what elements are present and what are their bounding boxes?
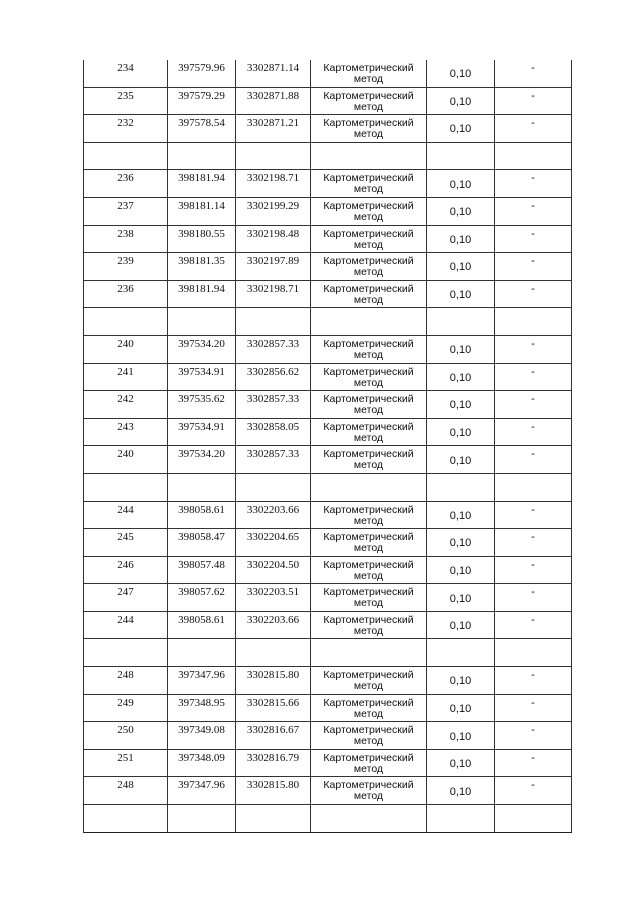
accuracy-cell: 0,10 xyxy=(427,391,495,419)
method-cell xyxy=(311,749,427,777)
table-separator-row xyxy=(84,142,572,170)
point-number-cell: 242 xyxy=(84,391,168,419)
method-line-1: Картометрический xyxy=(323,448,414,461)
method-line-2: метод xyxy=(353,183,384,196)
empty-cell xyxy=(236,473,311,501)
x-coordinate-cell: 397534.20 xyxy=(168,446,236,474)
x-coordinate-cell: 397534.91 xyxy=(168,418,236,446)
point-number-cell: 241 xyxy=(84,363,168,391)
point-number-cell: 238 xyxy=(84,225,168,253)
empty-cell xyxy=(236,639,311,667)
y-coordinate-cell: 3302203.66 xyxy=(236,611,311,639)
method-line-1: Картометрический xyxy=(323,613,414,626)
empty-cell xyxy=(84,639,168,667)
method-line-2: метод xyxy=(353,376,384,389)
accuracy-cell: 0,10 xyxy=(427,197,495,225)
method-line-2: метод xyxy=(353,707,384,720)
method-cell xyxy=(311,115,427,143)
method-line-1: Картометрический xyxy=(323,393,414,406)
method-line-1: Картометрический xyxy=(323,503,414,516)
description-cell: - xyxy=(495,115,572,143)
method-line-2: метод xyxy=(353,73,384,85)
method-line-1: Картометрический xyxy=(323,779,414,792)
accuracy-cell: 0,10 xyxy=(427,749,495,777)
method-line-2: метод xyxy=(353,348,384,361)
description-cell: - xyxy=(495,667,572,695)
method-cell xyxy=(311,501,427,529)
point-number-cell: 237 xyxy=(84,197,168,225)
point-number-cell: 240 xyxy=(84,335,168,363)
x-coordinate-cell: 397348.95 xyxy=(168,694,236,722)
x-coordinate-cell: 397579.29 xyxy=(168,87,236,115)
x-coordinate-cell: 397535.62 xyxy=(168,391,236,419)
method-line-1: Картометрический xyxy=(323,558,414,571)
accuracy-cell: 0,10 xyxy=(427,584,495,612)
method-cell xyxy=(311,584,427,612)
accuracy-cell: 0,10 xyxy=(427,694,495,722)
method-line-2: метод xyxy=(353,542,384,555)
empty-cell xyxy=(311,639,427,667)
empty-cell xyxy=(84,142,168,170)
method-line-2: метод xyxy=(353,680,384,693)
table-row xyxy=(84,225,572,253)
accuracy-cell: 0,10 xyxy=(427,60,495,87)
x-coordinate-cell: 397534.20 xyxy=(168,335,236,363)
method-cell xyxy=(311,446,427,474)
method-line-2: метод xyxy=(353,210,384,223)
x-coordinate-cell: 398057.48 xyxy=(168,556,236,584)
method-line-1: Картометрический xyxy=(323,531,414,544)
method-cell xyxy=(311,777,427,805)
method-cell xyxy=(311,335,427,363)
description-cell: - xyxy=(495,87,572,115)
x-coordinate-cell: 397348.09 xyxy=(168,749,236,777)
table-separator-row xyxy=(84,805,572,833)
method-cell xyxy=(311,170,427,198)
y-coordinate-cell: 3302857.33 xyxy=(236,335,311,363)
accuracy-cell: 0,10 xyxy=(427,556,495,584)
table-row xyxy=(84,253,572,281)
empty-cell xyxy=(236,142,311,170)
accuracy-cell: 0,10 xyxy=(427,529,495,557)
method-line-2: метод xyxy=(353,790,384,803)
method-line-2: метод xyxy=(353,266,384,279)
point-number-cell: 245 xyxy=(84,529,168,557)
method-line-1: Картометрический xyxy=(323,751,414,764)
x-coordinate-cell: 397578.54 xyxy=(168,115,236,143)
empty-cell xyxy=(168,639,236,667)
description-cell: - xyxy=(495,777,572,805)
point-number-cell: 236 xyxy=(84,280,168,308)
table-row xyxy=(84,722,572,750)
method-line-1: Картометрический xyxy=(323,62,414,74)
y-coordinate-cell: 3302816.67 xyxy=(236,722,311,750)
empty-cell xyxy=(311,142,427,170)
method-line-1: Картометрический xyxy=(323,586,414,599)
x-coordinate-cell: 397347.96 xyxy=(168,667,236,695)
description-cell: - xyxy=(495,584,572,612)
x-coordinate-cell: 398058.61 xyxy=(168,501,236,529)
table-row xyxy=(84,391,572,419)
accuracy-cell: 0,10 xyxy=(427,225,495,253)
table-row xyxy=(84,363,572,391)
method-cell xyxy=(311,225,427,253)
table-row xyxy=(84,446,572,474)
description-cell: - xyxy=(495,335,572,363)
accuracy-cell: 0,10 xyxy=(427,446,495,474)
method-cell xyxy=(311,391,427,419)
table-row xyxy=(84,87,572,115)
description-cell: - xyxy=(495,694,572,722)
y-coordinate-cell: 3302197.89 xyxy=(236,253,311,281)
x-coordinate-cell: 397347.96 xyxy=(168,777,236,805)
table-row xyxy=(84,60,572,87)
method-line-2: метод xyxy=(353,735,384,748)
description-cell: - xyxy=(495,225,572,253)
point-number-cell: 244 xyxy=(84,501,168,529)
description-cell: - xyxy=(495,418,572,446)
table-separator-row xyxy=(84,639,572,667)
table-row xyxy=(84,667,572,695)
empty-cell xyxy=(311,308,427,336)
method-line-2: метод xyxy=(353,404,384,417)
table-row xyxy=(84,170,572,198)
x-coordinate-cell: 397534.91 xyxy=(168,363,236,391)
empty-cell xyxy=(311,473,427,501)
empty-cell xyxy=(168,142,236,170)
x-coordinate-cell: 398181.14 xyxy=(168,197,236,225)
description-cell: - xyxy=(495,170,572,198)
method-line-1: Картометрический xyxy=(323,227,414,240)
table-row xyxy=(84,611,572,639)
method-line-1: Картометрический xyxy=(323,365,414,378)
method-line-1: Картометрический xyxy=(323,669,414,682)
point-number-cell: 247 xyxy=(84,584,168,612)
accuracy-cell: 0,10 xyxy=(427,363,495,391)
table-separator-row xyxy=(84,473,572,501)
method-line-2: метод xyxy=(353,100,384,113)
empty-cell xyxy=(495,308,572,336)
point-number-cell: 240 xyxy=(84,446,168,474)
y-coordinate-cell: 3302198.71 xyxy=(236,170,311,198)
empty-cell xyxy=(84,308,168,336)
method-line-1: Картометрический xyxy=(323,420,414,433)
empty-cell xyxy=(236,308,311,336)
description-cell: - xyxy=(495,280,572,308)
empty-cell xyxy=(311,805,427,833)
description-cell: - xyxy=(495,446,572,474)
method-line-2: метод xyxy=(353,569,384,582)
accuracy-cell: 0,10 xyxy=(427,253,495,281)
table-row xyxy=(84,694,572,722)
empty-cell xyxy=(427,142,495,170)
method-line-1: Картометрический xyxy=(323,172,414,185)
method-line-1: Картометрический xyxy=(323,696,414,709)
empty-cell xyxy=(168,805,236,833)
y-coordinate-cell: 3302856.62 xyxy=(236,363,311,391)
y-coordinate-cell: 3302198.71 xyxy=(236,280,311,308)
method-cell xyxy=(311,667,427,695)
method-cell xyxy=(311,556,427,584)
method-line-1: Картометрический xyxy=(323,337,414,350)
y-coordinate-cell: 3302815.80 xyxy=(236,777,311,805)
accuracy-cell: 0,10 xyxy=(427,115,495,143)
method-cell xyxy=(311,363,427,391)
empty-cell xyxy=(427,308,495,336)
point-number-cell: 244 xyxy=(84,611,168,639)
table-row xyxy=(84,749,572,777)
empty-cell xyxy=(168,308,236,336)
method-line-1: Картометрический xyxy=(323,255,414,268)
y-coordinate-cell: 3302815.66 xyxy=(236,694,311,722)
accuracy-cell: 0,10 xyxy=(427,777,495,805)
method-line-2: метод xyxy=(353,762,384,775)
accuracy-cell: 0,10 xyxy=(427,87,495,115)
point-number-cell: 239 xyxy=(84,253,168,281)
accuracy-cell: 0,10 xyxy=(427,501,495,529)
empty-cell xyxy=(427,639,495,667)
x-coordinate-cell: 397349.08 xyxy=(168,722,236,750)
empty-cell xyxy=(236,805,311,833)
method-cell xyxy=(311,722,427,750)
method-line-2: метод xyxy=(353,459,384,472)
method-line-2: метод xyxy=(353,597,384,610)
accuracy-cell: 0,10 xyxy=(427,722,495,750)
point-number-cell: 248 xyxy=(84,667,168,695)
method-line-1: Картометрический xyxy=(323,199,414,212)
x-coordinate-cell: 398180.55 xyxy=(168,225,236,253)
y-coordinate-cell: 3302857.33 xyxy=(236,446,311,474)
accuracy-cell: 0,10 xyxy=(427,280,495,308)
method-line-1: Картометрический xyxy=(323,117,414,130)
point-number-cell: 246 xyxy=(84,556,168,584)
point-number-cell: 250 xyxy=(84,722,168,750)
description-cell: - xyxy=(495,60,572,87)
coordinates-table-body xyxy=(84,60,572,832)
table-row xyxy=(84,418,572,446)
empty-cell xyxy=(495,142,572,170)
table-separator-row xyxy=(84,308,572,336)
method-line-2: метод xyxy=(353,624,384,637)
method-cell xyxy=(311,529,427,557)
method-line-2: метод xyxy=(353,514,384,527)
description-cell: - xyxy=(495,501,572,529)
method-cell xyxy=(311,694,427,722)
empty-cell xyxy=(168,473,236,501)
y-coordinate-cell: 3302203.51 xyxy=(236,584,311,612)
method-cell xyxy=(311,60,427,87)
method-cell xyxy=(311,253,427,281)
x-coordinate-cell: 398058.61 xyxy=(168,611,236,639)
description-cell: - xyxy=(495,363,572,391)
description-cell: - xyxy=(495,556,572,584)
point-number-cell: 234 xyxy=(84,60,168,87)
x-coordinate-cell: 398058.47 xyxy=(168,529,236,557)
y-coordinate-cell: 3302815.80 xyxy=(236,667,311,695)
point-number-cell: 235 xyxy=(84,87,168,115)
table-row xyxy=(84,529,572,557)
x-coordinate-cell: 398057.62 xyxy=(168,584,236,612)
y-coordinate-cell: 3302871.14 xyxy=(236,60,311,87)
y-coordinate-cell: 3302203.66 xyxy=(236,501,311,529)
method-line-1: Картометрический xyxy=(323,724,414,737)
table-row xyxy=(84,556,572,584)
description-cell: - xyxy=(495,253,572,281)
table-row xyxy=(84,115,572,143)
description-cell: - xyxy=(495,529,572,557)
y-coordinate-cell: 3302204.50 xyxy=(236,556,311,584)
point-number-cell: 236 xyxy=(84,170,168,198)
y-coordinate-cell: 3302199.29 xyxy=(236,197,311,225)
method-line-2: метод xyxy=(353,293,384,306)
point-number-cell: 248 xyxy=(84,777,168,805)
method-line-2: метод xyxy=(353,238,384,251)
x-coordinate-cell: 397579.96 xyxy=(168,60,236,87)
method-cell xyxy=(311,611,427,639)
method-line-1: Картометрический xyxy=(323,282,414,295)
table-row xyxy=(84,197,572,225)
point-number-cell: 251 xyxy=(84,749,168,777)
method-cell xyxy=(311,87,427,115)
method-cell xyxy=(311,280,427,308)
accuracy-cell: 0,10 xyxy=(427,170,495,198)
empty-cell xyxy=(427,473,495,501)
accuracy-cell: 0,10 xyxy=(427,418,495,446)
y-coordinate-cell: 3302816.79 xyxy=(236,749,311,777)
x-coordinate-cell: 398181.94 xyxy=(168,280,236,308)
empty-cell xyxy=(495,805,572,833)
point-number-cell: 249 xyxy=(84,694,168,722)
y-coordinate-cell: 3302871.21 xyxy=(236,115,311,143)
y-coordinate-cell: 3302857.33 xyxy=(236,391,311,419)
method-cell xyxy=(311,418,427,446)
empty-cell xyxy=(84,805,168,833)
accuracy-cell: 0,10 xyxy=(427,335,495,363)
point-number-cell: 232 xyxy=(84,115,168,143)
y-coordinate-cell: 3302858.05 xyxy=(236,418,311,446)
description-cell: - xyxy=(495,611,572,639)
method-cell xyxy=(311,197,427,225)
description-cell: - xyxy=(495,197,572,225)
x-coordinate-cell: 398181.35 xyxy=(168,253,236,281)
y-coordinate-cell: 3302204.65 xyxy=(236,529,311,557)
empty-cell xyxy=(84,473,168,501)
point-number-cell: 243 xyxy=(84,418,168,446)
description-cell: - xyxy=(495,391,572,419)
empty-cell xyxy=(495,639,572,667)
method-line-2: метод xyxy=(353,431,384,444)
table-row xyxy=(84,335,572,363)
method-line-2: метод xyxy=(353,128,384,141)
empty-cell xyxy=(495,473,572,501)
table-row xyxy=(84,280,572,308)
table-row xyxy=(84,501,572,529)
description-cell: - xyxy=(495,749,572,777)
y-coordinate-cell: 3302871.88 xyxy=(236,87,311,115)
method-line-1: Картометрический xyxy=(323,89,414,102)
table-row xyxy=(84,584,572,612)
description-cell: - xyxy=(495,722,572,750)
x-coordinate-cell: 398181.94 xyxy=(168,170,236,198)
empty-cell xyxy=(427,805,495,833)
accuracy-cell: 0,10 xyxy=(427,667,495,695)
table-row xyxy=(84,777,572,805)
coordinates-table xyxy=(83,60,572,833)
accuracy-cell: 0,10 xyxy=(427,611,495,639)
y-coordinate-cell: 3302198.48 xyxy=(236,225,311,253)
